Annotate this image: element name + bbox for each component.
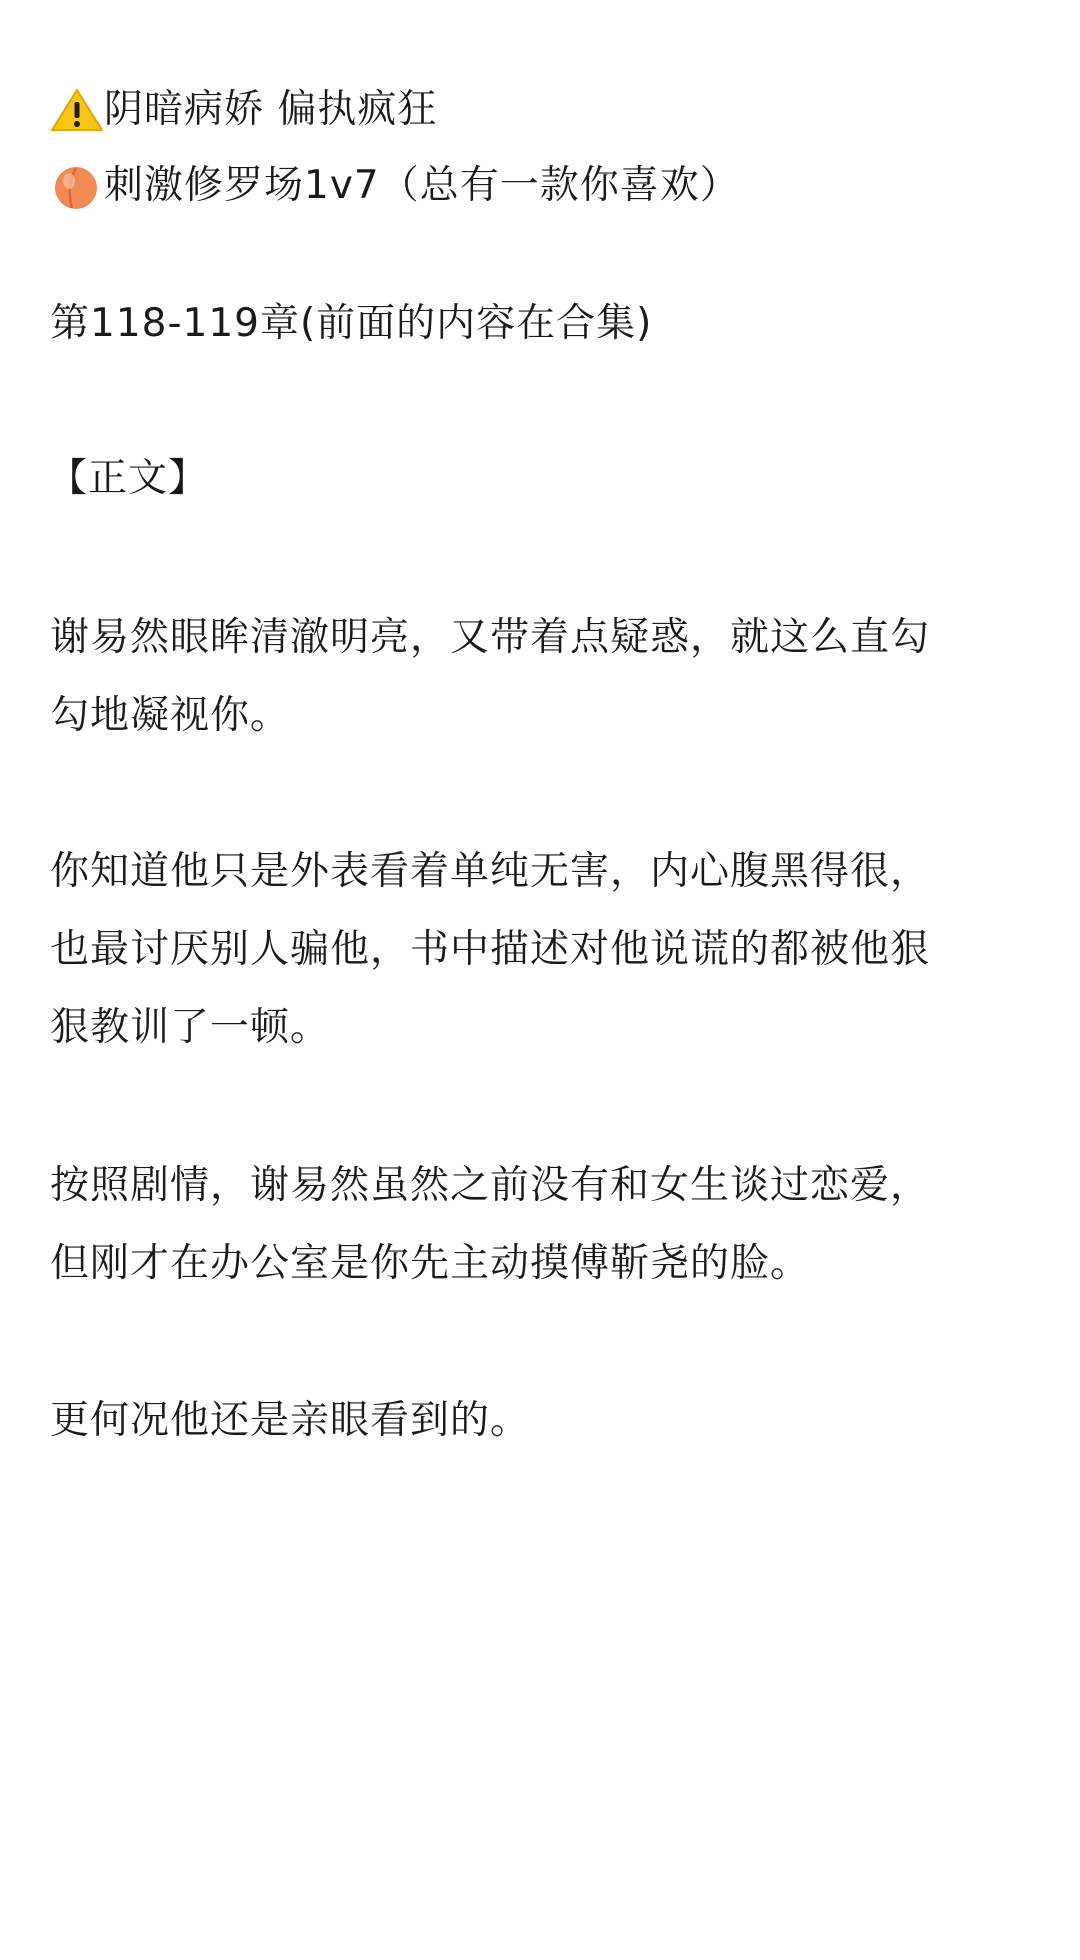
tag-line-peach [50,162,740,210]
paragraph-3-line-1: 按照剧情，谢易然虽然之前没有和女生谈过恋爱， [50,1163,931,1208]
paragraph-2-line-3: 狠教训了一顿。 [50,1005,331,1050]
paragraph-3-line-2: 但刚才在办公室是你先主动摸傅靳尧的脸。 [50,1241,811,1286]
paragraph-2-line-1: 你知道他只是外表看着单纯无害，内心腹黑得很， [50,849,931,894]
section-label: 【正文】 [48,456,209,501]
paragraph-2-line-2: 也最讨厌别人骗他，书中描述对他说谎的都被他狠 [50,927,931,972]
article-page [50,0,1040,1960]
paragraph-1-line-1: 谢易然眼眸清澈明亮，又带着点疑惑，就这么直勾 [50,615,931,660]
tag-line-warning-text: 阴暗病娇 偏执疯狂 [104,87,438,132]
paragraph-1-line-2: 勾地凝视你。 [50,693,291,738]
peach-icon [50,162,104,210]
warning-icon [50,86,104,134]
tag-line-warning [50,86,437,134]
tag-line-peach-text: 刺激修罗场1v7（总有一款你喜欢） [104,163,740,208]
paragraph-4-line-1: 更何况他还是亲眼看到的。 [50,1398,531,1443]
chapter-info: 第118-119章(前面的内容在合集) [50,301,653,346]
